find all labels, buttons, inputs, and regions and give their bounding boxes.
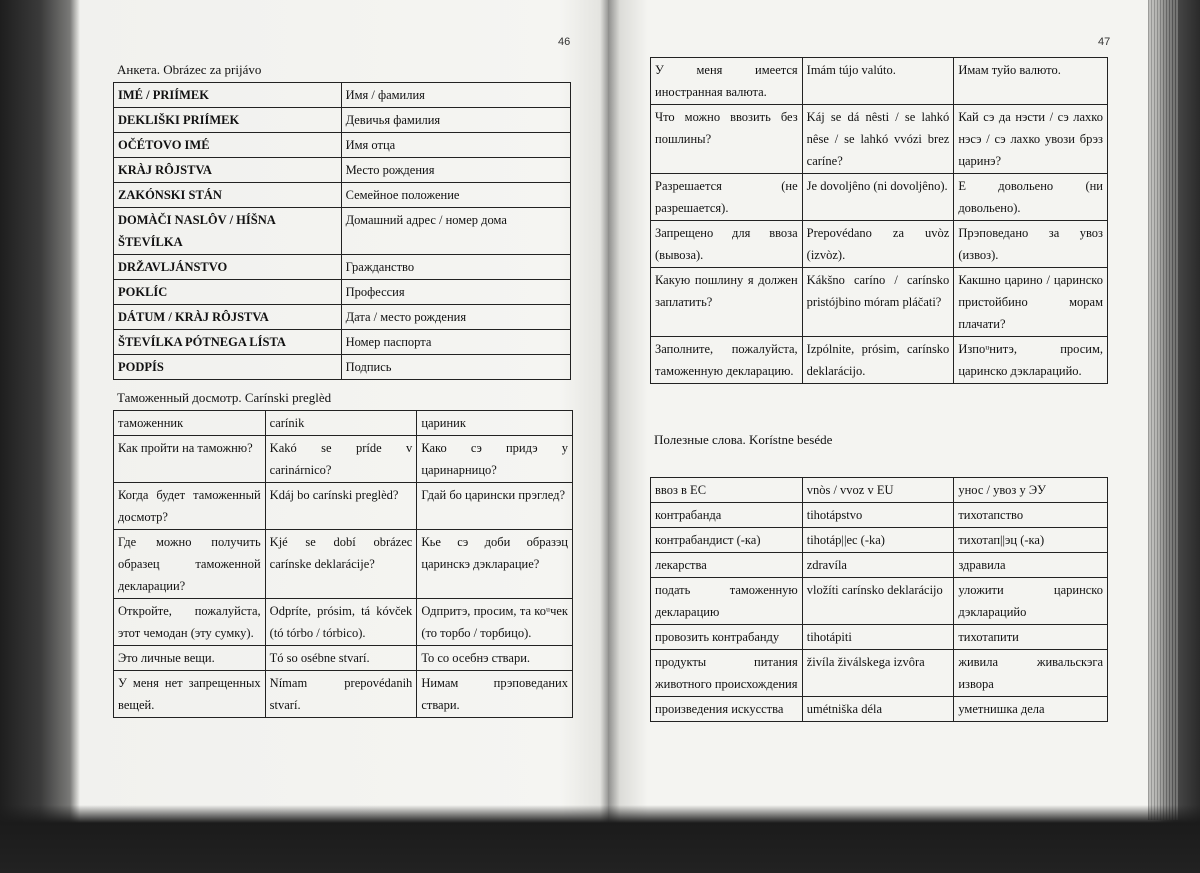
table-cell: Что можно ввозить без пошлины? — [651, 105, 803, 174]
table-cell: Kákšno caríno / carínsko pristójbino móram pláčati? — [802, 268, 954, 337]
table-cell: Одпритэ, просим, та коᵘчек (то торбо / торбицо). — [417, 599, 573, 646]
table-cell: Какшно царино / царинско пристойбино морам плачати? — [954, 268, 1108, 337]
table-cell: Izpólnite, prósim, carínsko deklarácijo. — [802, 337, 954, 384]
table-cell: Tó so osébne stvarí. — [265, 646, 417, 671]
table-cell: провозить контрабанду — [651, 625, 803, 650]
table-cell: Káj se dá nêsti / se lahkó nêse / se lahkó vvózi brez caríne? — [802, 105, 954, 174]
table-cell: Kjé se dobí obrázec carínske deklarácije? — [265, 530, 417, 599]
table-row — [651, 337, 1108, 384]
table-cell: тихотапити — [954, 625, 1108, 650]
table-cell: Это личные вещи. — [114, 646, 266, 671]
words-table — [650, 477, 1108, 722]
table-cell: уложити царинско дэкларацийо — [954, 578, 1108, 625]
table-cell: OČÉTOVO IMÉ — [114, 133, 342, 158]
table-cell: ввоз в ЕС — [651, 478, 803, 503]
table-cell: zdravíla — [802, 553, 954, 578]
table-cell: Изпоᵘнитэ, просим, царинско дэкларацийо. — [954, 337, 1108, 384]
table-cell: тихотапство — [954, 503, 1108, 528]
table-cell: Kakó se príde v carinárnico? — [265, 436, 417, 483]
table-cell: DOMÀČI NASLȎV / HÍŠNA ŠTEVÍLKA — [114, 208, 342, 255]
table-cell: Кье сэ доби образэц царинскэ дэкларацие? — [417, 530, 573, 599]
table-cell: tihotáp||ec (-ka) — [802, 528, 954, 553]
table-row — [114, 83, 571, 108]
table-cell: živíla živálskega izvôra — [802, 650, 954, 697]
table-cell: Заполните, пожалуйста, таможенную декларацию. — [651, 337, 803, 384]
table-cell: контрабандист (-ка) — [651, 528, 803, 553]
table-cell: Когда будет таможенный досмотр? — [114, 483, 266, 530]
table-row — [114, 483, 573, 530]
form-table — [113, 82, 571, 380]
table-cell: umétniška déla — [802, 697, 954, 722]
table-cell: Имя отца — [341, 133, 570, 158]
table-cell: Дата / место рождения — [341, 305, 570, 330]
table-cell: Как пройти на таможню? — [114, 436, 266, 483]
table-cell: Девичья фамилия — [341, 108, 570, 133]
table-cell: Е довольено (ни довольено). — [954, 174, 1108, 221]
table-cell: Имя / фамилия — [341, 83, 570, 108]
table-cell: контрабанда — [651, 503, 803, 528]
table-row — [651, 478, 1108, 503]
table-cell: Нимам прэповеданих ствари. — [417, 671, 573, 718]
table-row — [114, 280, 571, 305]
table-cell: здравила — [954, 553, 1108, 578]
table-row — [114, 330, 571, 355]
table-cell: продукты питания животного происхождения — [651, 650, 803, 697]
page-edges — [1148, 0, 1178, 820]
table-row — [114, 646, 573, 671]
table-row — [651, 503, 1108, 528]
table-cell: tihotápstvo — [802, 503, 954, 528]
table-cell: tihotápiti — [802, 625, 954, 650]
table-cell: унос / увоз у ЭУ — [954, 478, 1108, 503]
table-row — [651, 174, 1108, 221]
table-cell: Je dovoljêno (ni dovoljêno). — [802, 174, 954, 221]
table-row — [651, 221, 1108, 268]
table-cell: DRŽAVLJÁNSTVO — [114, 255, 342, 280]
table-cell: Кай сэ да нэсти / сэ лахко нэсэ / сэ лахко увози брэз царинэ? — [954, 105, 1108, 174]
table-cell: Семейное положение — [341, 183, 570, 208]
table-cell: Prepovédano za uvòz (izvòz). — [802, 221, 954, 268]
table-row — [651, 697, 1108, 722]
table-row — [114, 255, 571, 280]
table-cell: Како сэ придэ у царинарницо? — [417, 436, 573, 483]
table-cell: Профессия — [341, 280, 570, 305]
table-cell: DÁTUM / KRÀJ RȎJSTVA — [114, 305, 342, 330]
table-row — [651, 650, 1108, 697]
table-row — [114, 599, 573, 646]
table-cell: У меня имеется иностранная валюта. — [651, 58, 803, 105]
table-row — [114, 305, 571, 330]
table-cell: Nímam prepovédanih stvarí. — [265, 671, 417, 718]
table-cell: лекарства — [651, 553, 803, 578]
table-cell: Kdáj bo carínski preglèd? — [265, 483, 417, 530]
table-cell: Подпись — [341, 355, 570, 380]
customs-table — [113, 410, 573, 718]
table-cell: PODPÍS — [114, 355, 342, 380]
table-cell: vložíti carínsko deklarácijo — [802, 578, 954, 625]
table-cell: Разрешается (не разрешается). — [651, 174, 803, 221]
table-cell: Где можно получить образец таможенной декларации? — [114, 530, 266, 599]
table-cell: vnòs / vvoz v EU — [802, 478, 954, 503]
table-cell: Прэповедано за увоз (извоз). — [954, 221, 1108, 268]
table-row — [114, 530, 573, 599]
table-cell: То со осебнэ ствари. — [417, 646, 573, 671]
table-cell: Домашний адрес / номер дома — [341, 208, 570, 255]
table-row — [651, 105, 1108, 174]
table-cell: DEKLIŠKI PRIÍMEK — [114, 108, 342, 133]
page-number: 47 — [1098, 36, 1111, 48]
right-page — [608, 0, 1200, 873]
table-cell: ŠTEVÍLKA PÓTNEGA LÍSTA — [114, 330, 342, 355]
table-row — [114, 133, 571, 158]
table-cell: Запрещено для ввоза (вывоза). — [651, 221, 803, 268]
table-cell: Гражданство — [341, 255, 570, 280]
phrases-table — [650, 57, 1108, 384]
table-row — [114, 208, 571, 255]
table-cell: таможенник — [114, 411, 266, 436]
table-cell: Гдай бо царински прэглед? — [417, 483, 573, 530]
table-row — [651, 268, 1108, 337]
table-cell: тихотап||эц (-ка) — [954, 528, 1108, 553]
table-row — [114, 671, 573, 718]
table-row — [651, 553, 1108, 578]
form-caption: Анкета. Obrázec za prijávo — [117, 62, 262, 77]
table-row — [114, 411, 573, 436]
table-row — [114, 436, 573, 483]
table-cell: Какую пошлину я должен заплатить? — [651, 268, 803, 337]
table-row — [114, 158, 571, 183]
table-row — [114, 183, 571, 208]
table-cell: Номер паспорта — [341, 330, 570, 355]
table-cell: KRÀJ RȎJSTVA — [114, 158, 342, 183]
table-row — [651, 58, 1108, 105]
table-cell: ZAKÓNSKI STÁN — [114, 183, 342, 208]
table-cell: уметнишка дела — [954, 697, 1108, 722]
table-cell: Место рождения — [341, 158, 570, 183]
table-cell: IMÉ / PRIÍMEK — [114, 83, 342, 108]
table-cell: Откройте, пожалуйста, этот чемодан (эту сумку). — [114, 599, 266, 646]
table-cell: Imám tújo valúto. — [802, 58, 954, 105]
table-cell: подать таможенную декларацию — [651, 578, 803, 625]
words-caption: Полезные слова. Korístne beséde — [654, 432, 833, 447]
table-row — [651, 578, 1108, 625]
table-row — [114, 355, 571, 380]
customs-caption: Таможенный досмотр. Carínski preglèd — [117, 390, 332, 405]
table-row — [114, 108, 571, 133]
table-cell: Odpríte, prósim, tá kóvček (tó tórbo / tórbico). — [265, 599, 417, 646]
table-cell: carínik — [265, 411, 417, 436]
table-cell: произведения искусства — [651, 697, 803, 722]
bottom-shadow — [0, 805, 1200, 873]
table-cell: Имам туйо валюто. — [954, 58, 1108, 105]
table-cell: живила живальскэга извора — [954, 650, 1108, 697]
table-row — [651, 625, 1108, 650]
table-cell: цариник — [417, 411, 573, 436]
page-number: 46 — [558, 36, 571, 48]
table-cell: У меня нет запрещенных вещей. — [114, 671, 266, 718]
table-cell: POKLÍC — [114, 280, 342, 305]
table-row — [651, 528, 1108, 553]
